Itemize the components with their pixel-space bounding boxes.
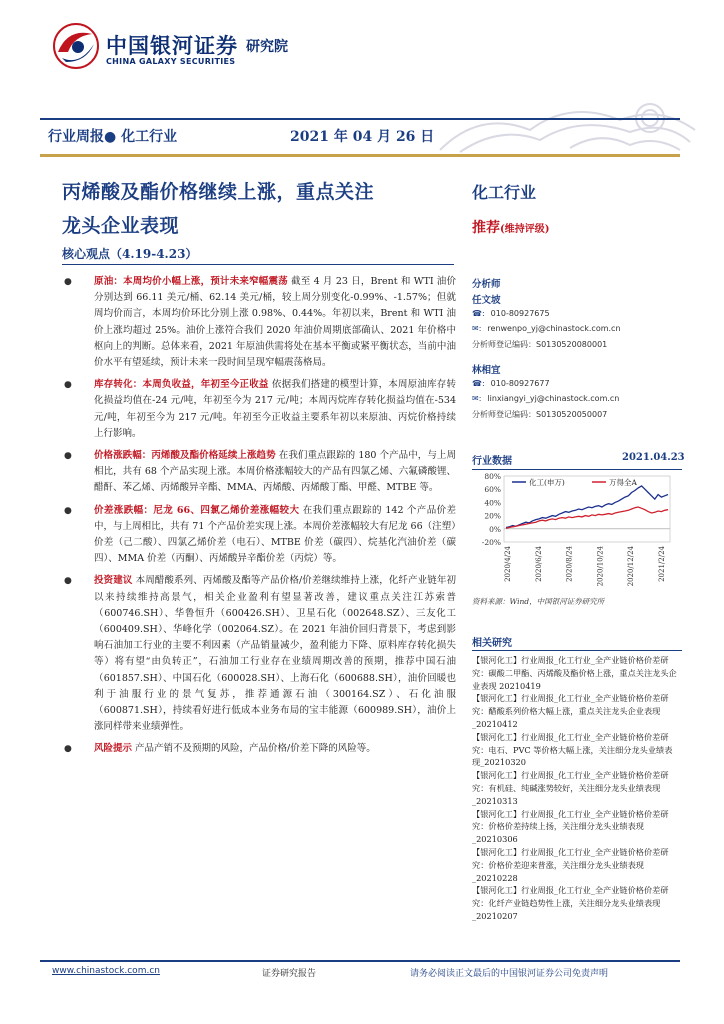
envelope-icon: ✉: (472, 324, 482, 333)
core-views-list (62, 274, 456, 764)
analyst-phone (472, 379, 550, 388)
core-rule (62, 264, 454, 265)
brand-suffix: 研究院 (246, 39, 288, 55)
x-tick-label: 2021/2/24 (658, 546, 666, 582)
top-rule (40, 118, 680, 120)
report-title-line-1: 丙烯酸及酯价格继续上涨，重点关注 (62, 181, 375, 203)
x-tick-label: 2020/6/24 (534, 546, 543, 582)
related-research-item[interactable]: 【银河化工】行业周报_化工行业_全产业链价格价差研究：有机硅、纯碱涨势较好，关注细分龙头业绩表现_20210313 (472, 770, 669, 806)
core-view-lead: 价格涨跌幅：丙烯酸及酯价格延续上涨趋势 (94, 450, 276, 462)
y-tick-label: 80% (484, 472, 501, 481)
core-view-lead: 投资建议 (94, 575, 133, 587)
related-research-item[interactable]: 【银河化工】行业周报_化工行业_全产业链价格价差研究：电石、PVC 等价格大幅上涨，关注细分龙头业绩表现_20210320 (472, 731, 673, 768)
core-view-text: 本周醋酸系列、丙烯酸及酯等产品价格/价差继续维持上涨，化纤产业链年初以来持续维持高景气，相关企业盈利有望显著改善，建议重点关注江苏索普（600746.SH）、华鲁恒升（600426.SH）、卫星石化（002648.SZ）、三友化工（600409.SH）、华峰化学（002064.SZ）。在 2021 年油价回归背景下，考虑到影响石油加工行业的主要不利因素（产品销量减少，盈利能力下降、原料库存转化损失等）将有望“由负转正”，石油加工行业存在业绩周期改善的预期，推荐中国石油（601857.SH）、中国石化（600028.SH）、上海石化（600688.SH），油价回暖也利于油服行业的景气复苏，推荐通源石油（300164.SZ）、石化油服（600871.SH），持续看好进行低成本业务布局的宝丰能源（600989.SH），油价上涨同样带来业绩弹性。 (94, 575, 456, 733)
core-view-item (62, 377, 456, 442)
y-tick-label: 20% (484, 511, 501, 521)
related-research-item[interactable]: 【银河化工】行业周报_化工行业_全产业链价格价差研究：碳酸二甲酯、丙烯酸及酯价格上涨，重点关注龙头企业表现 20210419 (472, 655, 677, 691)
footer-website-link[interactable]: www.chinastock.com.cn (52, 966, 160, 976)
analyst-name: 林相宜 (472, 365, 501, 376)
core-view-item (62, 573, 456, 735)
brand-logo (52, 22, 312, 74)
bullet-dot-icon: ● (64, 744, 72, 755)
core-view-item (62, 274, 456, 371)
industry-data-date: 2021.04.23 (622, 452, 685, 463)
report-title-line-2: 龙头企业表现 (62, 215, 180, 237)
rating-qualifier: (维持评级) (500, 224, 550, 235)
brand-name-en: CHINA GALAXY SECURITIES (106, 57, 236, 66)
analyst-cert: 分析师登记编码：S0130520080001 (472, 340, 608, 349)
analyst-cert: 分析师登记编码：S0130520050007 (472, 410, 608, 419)
core-views-heading: 核心观点（4.19-4.23） (62, 247, 198, 261)
analyst-email[interactable] (472, 324, 621, 333)
bullet-dot-icon: ● (64, 380, 72, 391)
related-research-item[interactable]: 【银河化工】行业周报_化工行业_全产业链价格价差研究：化纤产业链趋势性上涨，关注细分龙头业绩表现_20210207 (472, 885, 669, 921)
core-view-lead: 库存转化：本周负收益，年初至今正收益 (94, 379, 269, 391)
x-tick-label: 2020/4/24 (504, 546, 512, 582)
core-view-lead: 原油：本周均价小幅上涨，预计未来窄幅震荡 (94, 276, 288, 287)
rating-value: 推荐 (472, 220, 500, 236)
related-rule (472, 650, 682, 651)
bullet-dot-icon: ● (64, 576, 72, 587)
analyst-email[interactable] (472, 394, 619, 403)
sector-name: 化工行业 (472, 183, 537, 202)
footer-rule (40, 960, 680, 962)
x-tick-label: 2020/8/24 (565, 546, 574, 582)
brand-name-cn: 中国银河证券 (106, 33, 238, 58)
y-tick-label: 60% (484, 485, 501, 495)
y-tick-label: 0% (489, 524, 501, 534)
phone-icon: ☎: (472, 379, 485, 388)
legend-label: 化工(申万) (529, 478, 565, 487)
core-view-lead: 价差涨跌幅：尼龙 66、四氯乙烯价差涨幅较大 (94, 504, 300, 516)
industry-data-heading: 行业数据 (472, 456, 512, 467)
core-view-item (62, 448, 456, 497)
x-tick-label: 2020/12/24 (627, 546, 636, 587)
analyst-phone (472, 309, 550, 318)
analyst-phone-value: 010-80927677 (490, 379, 550, 388)
core-view-text: 产品产销不及预期的风险，产品价格/价差下降的风险等。 (132, 743, 376, 755)
related-research-heading: 相关研究 (472, 638, 512, 649)
y-tick-label: 40% (484, 498, 501, 508)
series-line (506, 507, 668, 528)
galaxy-logo-icon (52, 22, 100, 70)
report-category: 行业周报● 化工行业 (48, 129, 178, 145)
core-view-item (62, 503, 456, 568)
legend-label: 万得全A (609, 478, 637, 487)
decorative-cloud-icon (420, 90, 700, 160)
bullet-dot-icon: ● (64, 451, 72, 462)
related-research-item[interactable]: 【银河化工】行业周报_化工行业_全产业链价格价差研究：价格价差持续上扬，关注细分龙头业绩表现_20210306 (472, 808, 669, 845)
phone-icon: ☎: (472, 309, 485, 318)
related-research-item[interactable]: 【银河化工】行业周报_化工行业_全产业链价格价差研究：醋酸系列价格大幅上涨，重点关注龙头企业表现_20210412 (472, 693, 669, 729)
core-view-text: 依据我们搭建的模型计算，本周原油库存转化损益均值在-24 元/吨，年初至今为 217 元/吨；本周丙烷库存转化损益均值在-534 元/吨，年初至今为 217 元/吨。年初至今正收益主要系年初以来原油、丙烷价格持续上行影响。 (94, 379, 456, 439)
series-line (506, 486, 668, 528)
analyst-phone-value: 010-80927675 (490, 309, 550, 318)
core-view-text: 在我们重点跟踪的 142 个产品价差中，与上周相比，共有 71 个产品价差实现上涨。本周价差涨幅较大有尼龙 66（注塑）价差（己二酸）、四氯乙烯价差（电石）、MTBE 价差（碳四）、烷基化汽油价差（碳四）、MMA 价差（丙酮）、丙烯酸异辛酯价差（丙烷）等。 (94, 504, 456, 565)
bullet-dot-icon: ● (64, 277, 72, 287)
analyst-role-label: 分析师 (472, 279, 501, 290)
envelope-icon: ✉: (472, 394, 482, 403)
bullet-dot-icon: ● (64, 505, 72, 516)
core-view-item (62, 741, 456, 757)
chart-source: 资料来源：Wind，中国银河证券研究所 (472, 597, 605, 606)
x-tick-label: 2020/10/24 (596, 546, 605, 587)
footer-doc-type: 证券研究报告 (262, 969, 317, 979)
y-tick-label: -20% (481, 538, 501, 547)
core-view-lead: 风险提示 (94, 743, 133, 755)
footer-disclaimer: 请务必阅读正文最后的中国银河证券公司免责声明 (410, 969, 609, 979)
analyst-email-value[interactable]: renwenpo_yj@chinastock.com.cn (487, 324, 621, 333)
header-rule (40, 154, 680, 157)
core-view-text: 截至 4 月 23 日，Brent 和 WTI 油价分别达到 66.11 美元/桶、62.14 美元/桶，较上周分别变化-0.99%、-1.57%；但就周均价而言，本周均价环比分别上涨 0.98%、0.44%。年初以来，Brent 和 WTI 油价上涨均超过 25%。油价上涨符合我们 2020 年油价周期底部确认、2021 年价格中枢向上的判断。总体来看，2021 年原油供需将处在基本平衡或紧平衡状态，当前中油价水平有望延续，预计未来一段时间呈现窄幅震荡格局。 (94, 276, 456, 369)
related-research-item[interactable]: 【银河化工】行业周报_化工行业_全产业链价格价差研究：价格价差迎来普涨，关注细分龙头业绩表现_20210228 (472, 846, 669, 883)
core-view-text: 在我们重点跟踪的 180 个产品中，与上周相比，共有 68 个产品实现上涨。本周价格涨幅较大的产品有四氯乙烯、六氟磷酸锂、醋酐、苯乙烯、丙烯酸异辛酯、MMA、丙烯酸、丙烯酸丁酯、甲醛、MTBE 等。 (94, 450, 456, 494)
industry-chart (472, 470, 682, 594)
analyst-email-value[interactable]: linxiangyi_yj@chinastock.com.cn (487, 394, 620, 403)
related-research-list (472, 654, 680, 923)
analyst-name: 任文坡 (472, 295, 501, 306)
report-date: 2021 年 04 月 26 日 (290, 129, 435, 145)
rating (472, 217, 549, 237)
